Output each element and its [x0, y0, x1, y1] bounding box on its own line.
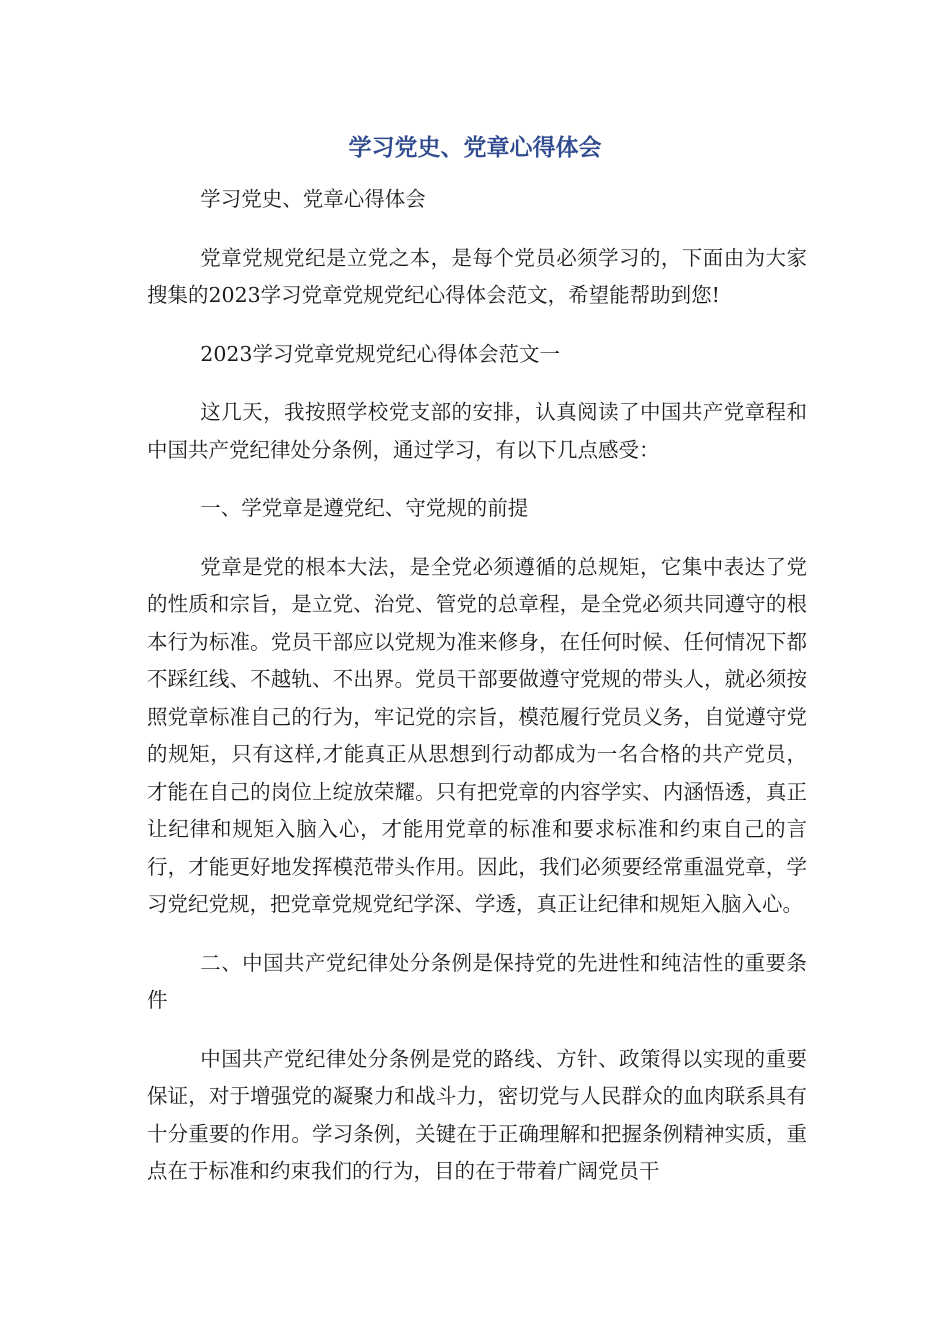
- document-body: [147, 181, 807, 1212]
- paragraph-essay-heading: 2023学习党章党规党纪心得体会范文一: [200, 341, 560, 366]
- section-heading-1: 一、学党章是遵党纪、守党规的前提: [200, 496, 529, 520]
- section-heading-2: 二、中国共产党纪律处分条例是保持党的先进性和纯洁性的重要条件: [147, 950, 807, 1012]
- paragraph-section-2: 中国共产党纪律处分条例是党的路线、方针、政策得以实现的重要保证，对于增强党的凝聚力和战斗力，密切党与人民群众的血肉联系具有十分重要的作用。学习条例，关键在于正确理解和把握条例精神实质，重点在于标准和约束我们的行为，目的在于带着广阔党员干: [147, 1046, 807, 1183]
- paragraph-section-1: 党章是党的根本大法，是全党必须遵循的总规矩，它集中表达了党的性质和宗旨，是立党、治党、管党的总章程，是全党必须共同遵守的根本行为标准。党员干部应以党规为准来修身，在任何时候、任何情况下都不踩红线、不越轨、不出界。党员干部要做遵守党规的带头人，就必须按照党章标准自己的行为，牢记党的宗旨，模范履行党员义务，自觉遵守党的规矩，只有这样,才能真正从思想到行动都成为一名合格的共产党员，才能在自己的岗位上绽放荣耀。只有把党章的内容学实、内涵悟透，真正让纪律和规矩入脑入心，才能用党章的标准和要求标准和约束自己的言行，才能更好地发挥模范带头作用。因此，我们必须要经常重温党章，学习党纪党规，把党章党规党纪学深、学透，真正让纪律和规矩入脑入心。: [147, 554, 807, 916]
- paragraph-intro: 党章党规党纪是立党之本，是每个党员必须学习的，下面由为大家搜集的2023学习党章党规党纪心得体会范文，希望能帮助到您!: [147, 245, 807, 307]
- paragraph-opening: 这几天，我按照学校党支部的安排，认真阅读了中国共产党章程和中国共产党纪律处分条例，通过学习，有以下几点感受：: [147, 400, 807, 462]
- document-title: 学习党史、党章心得体会: [348, 135, 602, 161]
- paragraph-subtitle: 学习党史、党章心得体会: [200, 187, 426, 211]
